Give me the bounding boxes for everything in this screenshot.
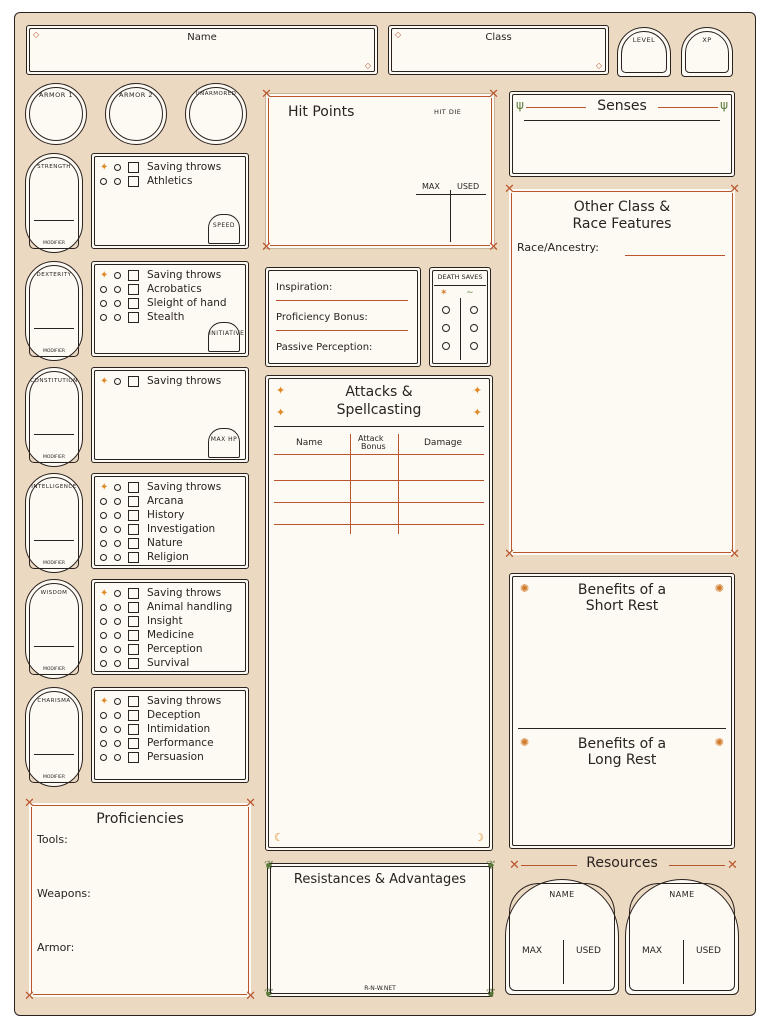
skill-label: Saving throws	[147, 587, 222, 599]
modifier-box[interactable]	[128, 312, 139, 323]
skills-box-constitution	[91, 367, 249, 463]
corner-x-icon: ✕	[488, 87, 499, 102]
skill-label: Saving throws	[147, 695, 222, 707]
ability-name: CHARISMA	[37, 698, 71, 704]
corner-x-icon: ✕	[488, 240, 499, 255]
ability-score-constitution[interactable]	[25, 367, 83, 467]
corner-x-icon: ✕	[729, 182, 740, 197]
modifier-box[interactable]	[128, 510, 139, 521]
expertise-circle[interactable]	[100, 604, 107, 611]
death-save-failure[interactable]	[470, 324, 478, 332]
proficiency-circle[interactable]	[114, 300, 121, 307]
proficiency-circle[interactable]	[114, 660, 121, 667]
badge-speed[interactable]	[208, 214, 240, 244]
attacks-title-1: Attacks &	[345, 384, 413, 400]
weapons-label: Weapons:	[37, 887, 91, 900]
expertise-circle[interactable]	[100, 526, 107, 533]
modifier-box[interactable]	[128, 270, 139, 281]
skill-row[interactable]	[100, 642, 203, 656]
expertise-circle[interactable]	[100, 554, 107, 561]
skill-label: Survival	[147, 657, 190, 669]
skill-label: Medicine	[147, 629, 194, 641]
resource-2[interactable]	[625, 879, 739, 995]
modifier-box[interactable]	[128, 524, 139, 535]
proficiency-circle[interactable]	[114, 164, 121, 171]
leaf-icon: ❦	[485, 858, 496, 872]
skill-row[interactable]	[100, 508, 184, 522]
star-icon: ✦	[100, 482, 109, 493]
expertise-circle[interactable]	[100, 300, 107, 307]
modifier-label: MODIFIER	[42, 455, 66, 460]
modifier-box[interactable]	[128, 284, 139, 295]
saving-throw-row[interactable]	[100, 480, 221, 494]
proficiency-circle[interactable]	[114, 726, 121, 733]
name-field[interactable]	[26, 25, 378, 75]
corner-x-icon: ✕	[509, 858, 520, 873]
corner-x-icon: ✕	[24, 989, 35, 1004]
modifier-box[interactable]	[128, 162, 139, 173]
saving-throw-row[interactable]	[100, 694, 221, 708]
expertise-circle[interactable]	[100, 540, 107, 547]
name-label: Name	[187, 32, 217, 43]
resistances-title: Resistances & Advantages	[293, 872, 467, 887]
hit-die-label: HIT DIE	[434, 108, 462, 116]
long-rest-title-1: Benefits of a	[577, 736, 667, 752]
modifier-box[interactable]	[128, 696, 139, 707]
armor-label: Armor:	[37, 941, 75, 954]
diamond-icon: ◇	[364, 61, 371, 70]
proficiency-circle[interactable]	[114, 540, 121, 547]
xp-label: XP	[702, 36, 712, 44]
other-features-panel[interactable]	[504, 182, 740, 562]
senses-panel[interactable]	[509, 91, 735, 177]
modifier-box[interactable]	[128, 752, 139, 763]
diamond-icon: ◇	[395, 30, 402, 39]
proficiency-circle[interactable]	[114, 698, 121, 705]
skill-label: Intimidation	[147, 723, 211, 735]
modifier-box[interactable]	[128, 496, 139, 507]
resource-2-max: MAX	[642, 946, 663, 956]
skill-row[interactable]	[100, 550, 189, 564]
death-saves-panel[interactable]	[429, 267, 491, 367]
resistances-panel[interactable]	[264, 858, 496, 1000]
proficiency-circle[interactable]	[114, 526, 121, 533]
proficiency-circle[interactable]	[114, 712, 121, 719]
badge-max-hp[interactable]	[208, 428, 240, 458]
unarmored-field[interactable]	[185, 83, 247, 145]
col-bonus-label-1: Attack	[358, 434, 384, 443]
resource-1-name: NAME	[549, 890, 575, 899]
modifier-box[interactable]	[128, 588, 139, 599]
tools-label: Tools:	[37, 833, 68, 846]
hit-points-title: Hit Points	[288, 104, 355, 120]
level-label: LEVEL	[632, 36, 656, 44]
skill-row[interactable]	[100, 494, 184, 508]
star-icon: ✦	[100, 162, 109, 173]
expertise-circle[interactable]	[100, 632, 107, 639]
skill-label: Perception	[147, 643, 203, 655]
skill-label: Athletics	[147, 175, 193, 187]
sun-icon: ✺	[520, 736, 530, 749]
expertise-circle[interactable]	[100, 712, 107, 719]
proficiencies-panel[interactable]	[24, 796, 256, 1004]
skill-label: Nature	[147, 537, 183, 549]
modifier-label: MODIFIER	[42, 349, 66, 354]
skill-row[interactable]	[100, 174, 192, 188]
proficiency-circle[interactable]	[114, 178, 121, 185]
armor-2-label: ARMOR 2	[119, 91, 153, 99]
skill-row[interactable]	[100, 536, 183, 550]
skill-row[interactable]	[100, 722, 210, 736]
skill-label: Investigation	[147, 523, 216, 535]
skill-row[interactable]	[100, 282, 202, 296]
hp-used-label: USED	[457, 182, 480, 191]
star-icon: ✦	[100, 588, 109, 599]
proficiency-circle[interactable]	[114, 286, 121, 293]
corner-x-icon: ✕	[504, 182, 515, 197]
leaf-icon: ❦	[264, 858, 275, 872]
corner-x-icon: ✕	[24, 796, 35, 811]
short-rest-title-1: Benefits of a	[577, 582, 667, 598]
xp-field[interactable]	[681, 27, 733, 77]
col-name-label: Name	[296, 438, 323, 448]
skill-label: History	[147, 509, 185, 521]
snake-icon: ~	[466, 288, 474, 298]
expertise-circle[interactable]	[100, 178, 107, 185]
resource-1-max: MAX	[522, 946, 543, 956]
badge-initiative[interactable]	[208, 322, 245, 352]
skill-label: Stealth	[147, 311, 185, 323]
death-save-success[interactable]	[442, 342, 450, 350]
diamond-icon: ◇	[595, 61, 602, 70]
hp-max-label: MAX	[422, 182, 440, 191]
moon-icon: ☽	[474, 831, 484, 844]
modifier-label: MODIFIER	[42, 775, 66, 780]
sun-icon: ✺	[714, 736, 724, 749]
sun-icon: ✶	[440, 288, 448, 298]
proficiency-circle[interactable]	[114, 754, 121, 761]
star-icon: ✦	[276, 384, 286, 397]
proficiencies-title: Proficiencies	[96, 811, 184, 827]
corner-x-icon: ✕	[245, 796, 256, 811]
modifier-label: MODIFIER	[42, 241, 66, 246]
modifier-box[interactable]	[128, 724, 139, 735]
modifier-box[interactable]	[128, 298, 139, 309]
skill-label: Animal handling	[147, 601, 233, 613]
modifier-box[interactable]	[128, 538, 139, 549]
leaf-icon: ❦	[264, 986, 275, 1000]
death-save-success[interactable]	[442, 324, 450, 332]
resource-2-used: USED	[696, 946, 721, 956]
skill-row[interactable]	[100, 656, 189, 670]
cactus-icon: ψ	[516, 98, 524, 112]
expertise-circle[interactable]	[100, 646, 107, 653]
saving-throw-row[interactable]	[100, 160, 221, 174]
expertise-circle[interactable]	[100, 618, 107, 625]
corner-x-icon: ✕	[504, 547, 515, 562]
proficiency-circle[interactable]	[114, 646, 121, 653]
modifier-box[interactable]	[128, 616, 139, 627]
modifier-box[interactable]	[128, 482, 139, 493]
star-icon: ✦	[472, 406, 482, 419]
ability-name: STRENGTH	[37, 164, 71, 170]
attacks-panel[interactable]	[265, 375, 493, 851]
col-damage-label: Damage	[424, 438, 462, 448]
level-field[interactable]	[617, 27, 671, 77]
ability-score-intelligence[interactable]	[25, 473, 83, 573]
star-icon: ✦	[276, 406, 286, 419]
col-bonus-label-2: Bonus	[361, 442, 386, 451]
skill-label: Religion	[147, 551, 189, 563]
corner-x-icon: ✕	[261, 87, 272, 102]
skill-label: Saving throws	[147, 161, 222, 173]
ability-score-charisma[interactable]	[25, 687, 83, 787]
short-rest-title-2: Short Rest	[585, 598, 659, 614]
star-icon: ✦	[100, 270, 109, 281]
saving-throw-row[interactable]	[100, 268, 221, 282]
expertise-circle[interactable]	[100, 512, 107, 519]
badge-label: SPEED	[212, 222, 236, 229]
modifier-box[interactable]	[128, 602, 139, 613]
proficiency-circle[interactable]	[114, 512, 121, 519]
proficiency-circle[interactable]	[114, 484, 121, 491]
diamond-icon: ◇	[33, 30, 40, 39]
skill-label: Arcana	[147, 495, 184, 507]
proficiency-circle[interactable]	[114, 554, 121, 561]
modifier-box[interactable]	[128, 658, 139, 669]
resource-1[interactable]	[505, 879, 619, 995]
modifier-box[interactable]	[128, 710, 139, 721]
hit-points-panel[interactable]	[261, 87, 499, 255]
proficiency-circle[interactable]	[114, 590, 121, 597]
skill-row[interactable]	[100, 310, 184, 324]
ability-name: DEXTERITY	[36, 272, 72, 278]
modifier-box[interactable]	[128, 552, 139, 563]
skill-label: Persuasion	[147, 751, 204, 763]
star-icon: ✦	[472, 384, 482, 397]
ability-name: INTELLIGENCE	[31, 484, 77, 490]
modifier-box[interactable]	[128, 376, 139, 387]
unarmored-label: UNARMORED	[195, 91, 237, 97]
saving-throw-row[interactable]	[100, 374, 221, 388]
corner-x-icon: ✕	[245, 989, 256, 1004]
proficiency-circle[interactable]	[114, 378, 121, 385]
race-ancestry-label: Race/Ancestry:	[517, 241, 599, 254]
modifier-box[interactable]	[128, 176, 139, 187]
skill-row[interactable]	[100, 736, 214, 750]
modifier-label: MODIFIER	[42, 667, 66, 672]
proficiency-circle[interactable]	[114, 632, 121, 639]
other-features-title-2: Race Features	[572, 216, 672, 232]
other-features-title-1: Other Class &	[573, 199, 671, 215]
moon-icon: ☾	[274, 831, 284, 844]
sun-icon: ✺	[714, 582, 724, 595]
modifier-box[interactable]	[128, 630, 139, 641]
expertise-circle[interactable]	[100, 286, 107, 293]
resource-2-name: NAME	[669, 890, 695, 899]
skill-row[interactable]	[100, 522, 215, 536]
saving-throw-row[interactable]	[100, 586, 221, 600]
proficiency-circle[interactable]	[114, 604, 121, 611]
corner-x-icon: ✕	[729, 547, 740, 562]
skill-row[interactable]	[100, 708, 201, 722]
badge-label: MAX HP	[210, 436, 238, 443]
proficiency-circle[interactable]	[114, 618, 121, 625]
modifier-box[interactable]	[128, 738, 139, 749]
expertise-circle[interactable]	[100, 754, 107, 761]
proficiency-circle[interactable]	[114, 272, 121, 279]
character-sheet	[14, 12, 756, 1016]
expertise-circle[interactable]	[100, 314, 107, 321]
skill-row[interactable]	[100, 750, 204, 764]
resources-title: Resources	[586, 855, 658, 871]
death-save-failure[interactable]	[470, 306, 478, 314]
attacks-title-2: Spellcasting	[336, 402, 422, 418]
badge-label: INITIATIVE	[209, 330, 245, 337]
class-label: Class	[485, 32, 512, 43]
class-field[interactable]	[388, 25, 609, 75]
armor-1-label: ARMOR 1	[39, 91, 73, 99]
skills-box-wisdom	[91, 579, 249, 675]
death-saves-label: DEATH SAVES	[437, 273, 483, 281]
skill-row[interactable]	[100, 600, 232, 614]
inspiration-label: Inspiration:	[276, 282, 333, 293]
expertise-circle[interactable]	[100, 740, 107, 747]
skill-row[interactable]	[100, 628, 194, 642]
armor-1-field[interactable]	[25, 83, 87, 145]
leaf-icon: ❦	[485, 986, 496, 1000]
death-save-failure[interactable]	[470, 342, 478, 350]
armor-2-field[interactable]	[105, 83, 167, 145]
expertise-circle[interactable]	[100, 498, 107, 505]
rest-benefits-panel[interactable]	[509, 573, 735, 849]
proficiency-circle[interactable]	[114, 740, 121, 747]
ability-score-wisdom[interactable]	[25, 579, 83, 679]
passive-perception-label: Passive Perception:	[276, 342, 373, 353]
misc-stats-panel[interactable]	[265, 267, 421, 367]
proficiency-bonus-label: Proficiency Bonus:	[276, 312, 368, 323]
skill-row[interactable]	[100, 614, 183, 628]
skill-label: Saving throws	[147, 481, 222, 493]
senses-title: Senses	[597, 98, 647, 114]
footer-credit: R-N-W.NET	[364, 985, 396, 992]
skills-box-intelligence	[91, 473, 249, 569]
skill-label: Saving throws	[147, 375, 222, 387]
skill-label: Saving throws	[147, 269, 222, 281]
modifier-box[interactable]	[128, 644, 139, 655]
modifier-label: MODIFIER	[42, 561, 66, 566]
sun-icon: ✺	[520, 582, 530, 595]
resource-1-used: USED	[576, 946, 601, 956]
skill-label: Sleight of hand	[147, 297, 227, 309]
expertise-circle[interactable]	[100, 726, 107, 733]
skill-label: Performance	[147, 737, 214, 749]
ability-score-strength[interactable]	[25, 153, 83, 253]
star-icon: ✦	[100, 376, 109, 387]
skill-row[interactable]	[100, 296, 227, 310]
skills-box-charisma	[91, 687, 249, 783]
skills-box-dexterity	[91, 261, 249, 357]
long-rest-title-2: Long Rest	[587, 752, 657, 768]
ability-name: CONSTITUTION	[30, 378, 78, 384]
skill-label: Deception	[147, 709, 201, 721]
cactus-icon: ψ	[720, 98, 728, 112]
ability-name: WISDOM	[40, 590, 68, 596]
expertise-circle[interactable]	[100, 660, 107, 667]
star-icon: ✦	[100, 696, 109, 707]
proficiency-circle[interactable]	[114, 498, 121, 505]
ability-score-dexterity[interactable]	[25, 261, 83, 361]
corner-x-icon: ✕	[261, 240, 272, 255]
death-save-success[interactable]	[442, 306, 450, 314]
corner-x-icon: ✕	[727, 858, 738, 873]
skill-label: Insight	[147, 615, 183, 627]
skill-label: Acrobatics	[147, 283, 202, 295]
skills-box-strength	[91, 153, 249, 249]
proficiency-circle[interactable]	[114, 314, 121, 321]
